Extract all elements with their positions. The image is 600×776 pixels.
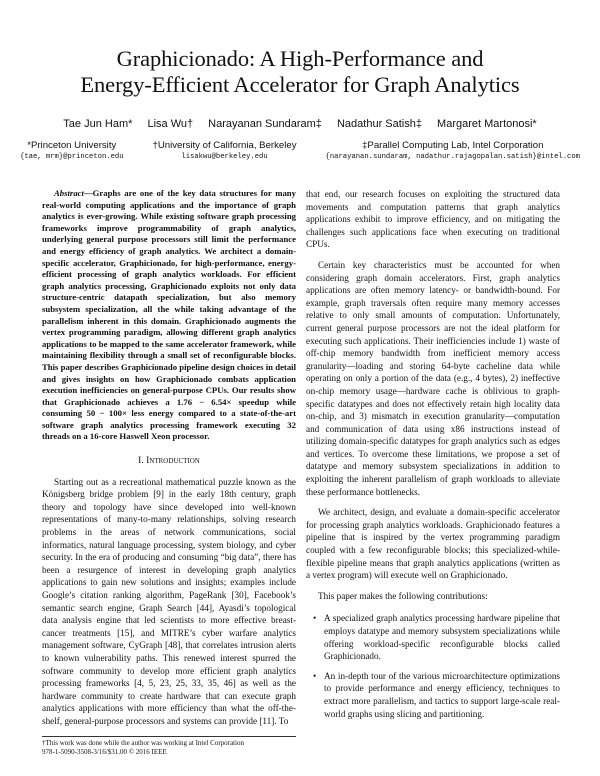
affiliation	[153, 140, 297, 163]
body-paragraph: We architect, design, and evaluate a domain-specific accelerator for processing graph analytics workloads. Graphicionado features a pipeline that is inspired by the vertex programming paradigm coupled with a few reconfigurable blocks; this specialized-while-flexible pipeline means that graph analytics applications (written as a vertex program) will execute well on Graphicionado.	[306, 507, 560, 581]
contribution-item: • An in-depth tour of the various microarchitecture optimizations to provide performance and energy efficiency, techniques to extract more parallelism, and tactics to support large-scale real-world graphs using slicing and partitioning.	[324, 670, 560, 720]
paper-title	[40, 46, 560, 98]
right-column	[306, 188, 560, 727]
author-list	[30, 118, 570, 130]
affiliation-name: *Princeton University	[27, 140, 117, 151]
author: Tae Jun Ham*	[63, 118, 133, 130]
section-heading: I. Introduction	[138, 455, 200, 467]
author: Margaret Martonosi*	[437, 118, 537, 130]
abstract	[42, 188, 296, 443]
intro-paragraph: Starting out as a recreational mathematical puzzle known as the Königsberg bridge problem [9] in the early 18th century, graph theory and topology have since developed into well-known representations of many-to-many relationships, solving research problems in the areas of network communications, social informatics, natural language processing, system biology, and cyber security. In the era of producing and consuming “big data”, there has been a resurgence of interest in developing graph analytics applications to gain new solutions and insights; examples include Google’s citation ranking algorithm, PageRank [30], Facebook’s semantic search engine, Graph Search [44], Ayasdi’s topological data analysis engine that led scientists to more effective breast-cancer treatments [15], and MITRE’s cyber warfare analytics management software, CyGraph [48], that correlates intrusion alerts to known vulnerability paths. This renewed interest spurred the software community to develop more efficient graph analytics processing frameworks [4, 5, 23, 25, 33, 35, 46] as well as the hardware community to create hardware that can execute graph analytics applications with more efficiency than what the off-the-shelf, general-purpose processors and systems can provide [11]. To	[42, 476, 296, 726]
affiliation-email: {narayanan.sundaram, nadathur.rajagopalan.satish}@intel.com	[325, 153, 580, 161]
affiliations	[20, 140, 580, 163]
affiliation-name: ‡Parallel Computing Lab, Intel Corporation	[362, 140, 544, 151]
footnote-text: †This work was done while the author was working at Intel Corporation	[42, 739, 244, 747]
affiliation-email: {tae, mrm}@princeton.edu	[20, 153, 124, 161]
left-column	[42, 188, 296, 736]
abstract-text: —Graphs are one of the key data structures for many real-world computing applications and the importance of graph analytics is ever-growing. While existing software graph processing frameworks improve programmability of graph analytics, underlying general purpose processors still limit the performance and energy efficiency of graph analytics. We architect a domain-specific accelerator, Graphicionado, for high-performance, energy-efficient processing of graph analytics workloads. For efficient graph analytics processing, Graphicionado exploits not only data structure-centric datapath specialization, but also memory subsystem specialization, all the while taking advantage of the parallelism inherent in this domain. Graphicionado augments the vertex programming paradigm, allowing different graph analytics applications to be mapped to the same accelerator framework, while maintaining flexibility through a small set of reconfigurable blocks. This paper describes Graphicionado pipeline design choices in detail and gives insights on how Graphicionado combats application execution inefficiencies on general-purpose CPUs. Our results show that Graphicionado achieves a 1.76 − 6.54× speedup while consuming 50 − 100× less energy compared to a state-of-the-art software graph analytics processing framework executing 32 threads on a 16-core Haswell Xeon processor.	[42, 188, 296, 442]
body-paragraph: This paper makes the following contributions:	[318, 590, 488, 601]
contribution-list	[306, 612, 560, 720]
affiliation	[20, 140, 124, 163]
affiliation-email: lisakwu@berkeley.edu	[181, 153, 268, 161]
author: Narayanan Sundaram‡	[208, 118, 322, 130]
abstract-label: Abstract	[54, 188, 84, 198]
footnote	[42, 736, 296, 757]
body-paragraph: that end, our research focuses on exploiting the structured data movements and computation patterns that graph analytics applications exhibit to improve efficiency, and on mitigating the challenges such applications face when executing on traditional CPUs.	[306, 189, 560, 250]
title-line-1: Graphicionado: A High-Performance and	[116, 46, 484, 71]
copyright-line: 978-1-5090-3508-3/16/$31.00 © 2016 IEEE	[42, 748, 167, 756]
title-line-2: Energy-Efficient Accelerator for Graph Analytics	[80, 72, 520, 97]
author: Nadathur Satish‡	[336, 118, 422, 130]
contribution-item: • A specialized graph analytics processing hardware pipeline that employs datatype and memory subsystem specializations while offering workload-specific reconfigurable blocks called Graphicionado.	[324, 612, 560, 662]
affiliation-name: †University of California, Berkeley	[152, 140, 297, 151]
affiliation	[326, 140, 580, 163]
body-paragraph: Certain key characteristics must be accounted for when considering graph domain accelerators. First, graph analytics applications are often memory latency- or bandwidth-bound. For example, graph traversals often require many memory accesses relative to only small amounts of computation. Unfortunately, current general purpose processors are not the ideal platform for executing such applications. Their inefficiencies include 1) waste of off-chip memory bandwidth from inefficient memory access granularity—loading and storing 64-byte cacheline data while operating on only a portion of the data (e.g., 4 bytes), 2) ineffective on-chip memory usage—hardware cache is oblivious to graph-specific datatypes and does not effectively retain high locality data on-chip, and 3) mismatch in execution granularity—computation and communication of data using x86 instructions instead of utilizing domain-specific datatypes for graph analytics such as edges and vertices. To overcome these limitations, we propose a set of datatype and memory subsystem specializations in addition to exploiting the inherent parallelism of graph workloads to alleviate these performance bottlenecks.	[306, 259, 560, 497]
author: Lisa Wu†	[147, 118, 194, 130]
